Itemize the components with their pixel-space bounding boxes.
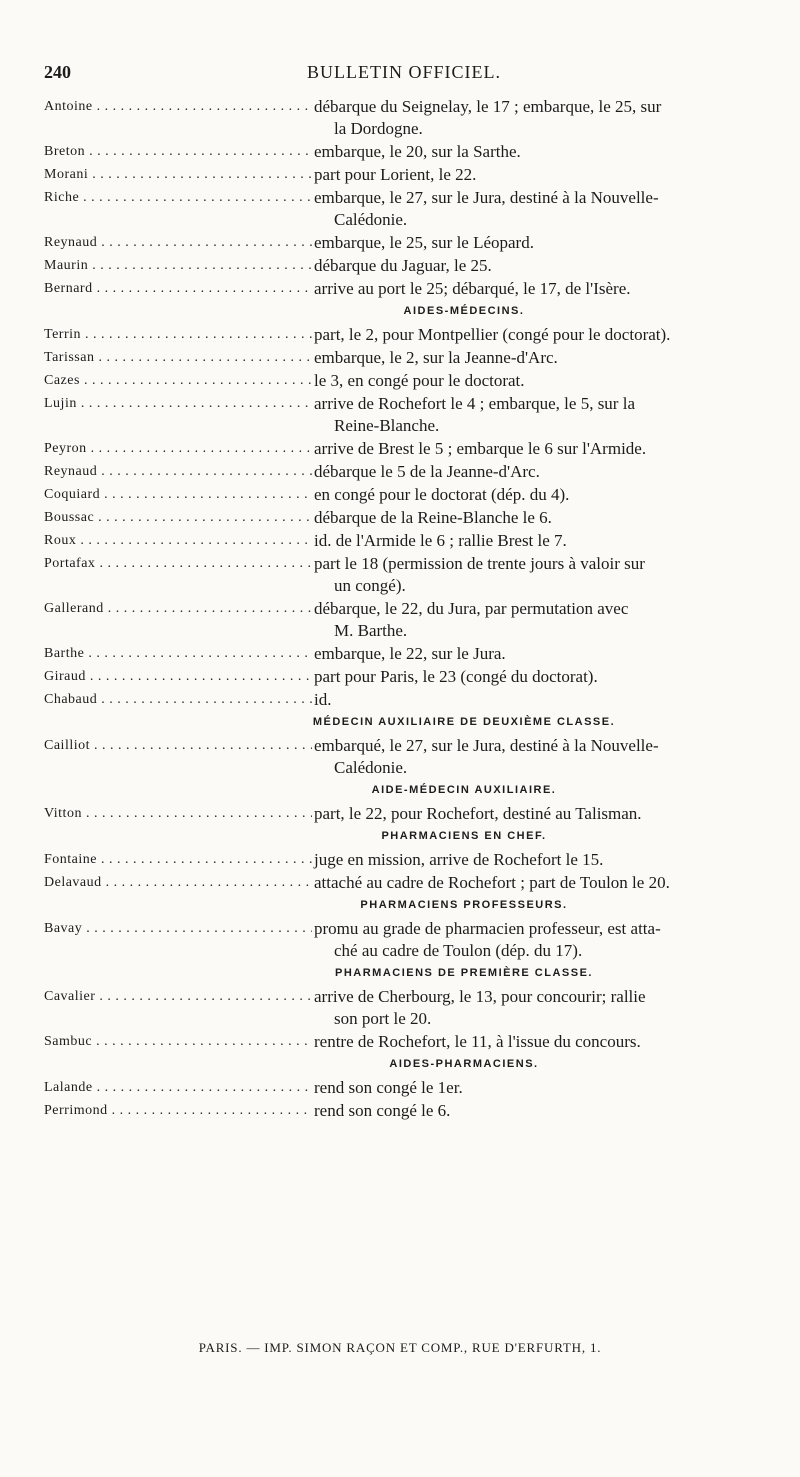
entry-description-line: en congé pour le doctorat (dép. du 4). xyxy=(314,485,570,504)
entry-name xyxy=(44,1100,312,1122)
entry-description-line: embarque, le 22, sur le Jura. xyxy=(314,644,506,663)
entry-name xyxy=(44,461,312,483)
entry-description-continuation: M. Barthe. xyxy=(334,621,408,640)
entry-description-line: arrive de Brest le 5 ; embarque le 6 sur l'Armide. xyxy=(314,439,647,458)
entry-description-line: rend son congé le 6. xyxy=(314,1101,451,1120)
entry-row xyxy=(44,530,764,552)
entry-description-line: embarque, le 2, sur la Jeanne-d'Arc. xyxy=(314,348,558,367)
running-title: BULLETIN OFFICIEL. xyxy=(307,62,501,82)
entry-description xyxy=(312,1100,764,1122)
entry-name-text: Riche xyxy=(44,190,80,205)
entry-row xyxy=(44,666,764,688)
entry-description xyxy=(312,735,764,779)
entry-name-text: Boussac xyxy=(44,510,95,525)
entry-description xyxy=(312,278,764,300)
entry-name-text: Delavaud xyxy=(44,875,102,890)
entry-row xyxy=(44,232,764,254)
entry-description-line: débarque du Seignelay, le 17 ; embarque, le 25, sur xyxy=(314,97,662,116)
entry-row xyxy=(44,96,764,140)
entry-description xyxy=(312,643,764,665)
entry-row xyxy=(44,324,764,346)
document-body xyxy=(44,96,764,1123)
page-header xyxy=(44,62,764,88)
entry-row xyxy=(44,141,764,163)
entry-description-line: débarque, le 22, du Jura, par permutation avec xyxy=(314,599,629,618)
entry-description-line: promu au grade de pharmacien professeur, est atta- xyxy=(314,919,661,938)
entry-name-text: Peyron xyxy=(44,441,87,456)
entry-name-text: Lujin xyxy=(44,396,77,411)
entry-description-line: arrive de Cherbourg, le 13, pour concourir; rallie xyxy=(314,987,646,1006)
entry-name xyxy=(44,918,312,962)
entry-row xyxy=(44,461,764,483)
entry-name-text: Barthe xyxy=(44,646,85,661)
entry-description xyxy=(312,598,764,642)
entry-name xyxy=(44,347,312,369)
entry-name xyxy=(44,141,312,163)
entry-name xyxy=(44,803,312,825)
entry-name-text: Maurin xyxy=(44,258,89,273)
entry-row xyxy=(44,918,764,962)
entry-name-text: Cailliot xyxy=(44,738,90,753)
entry-name-text: Vitton xyxy=(44,806,82,821)
entry-description-line: embarqué, le 27, sur le Jura, destiné à la Nouvelle- xyxy=(314,736,659,755)
entry-description-line: embarque, le 20, sur la Sarthe. xyxy=(314,142,521,161)
entry-description-continuation: Reine-Blanche. xyxy=(334,416,440,435)
entry-name-text: Roux xyxy=(44,533,77,548)
entry-name xyxy=(44,484,312,506)
entry-name-text: Morani xyxy=(44,167,89,182)
entry-row xyxy=(44,164,764,186)
entry-name xyxy=(44,507,312,529)
entry-name-text: Antoine xyxy=(44,99,93,114)
entry-name xyxy=(44,1077,312,1099)
entry-description-continuation: un congé). xyxy=(334,576,406,595)
entry-name xyxy=(44,643,312,665)
entry-description xyxy=(312,507,764,529)
entry-row xyxy=(44,1031,764,1053)
entry-description xyxy=(312,461,764,483)
entry-name xyxy=(44,255,312,277)
entry-name xyxy=(44,986,312,1030)
entry-row xyxy=(44,393,764,437)
entry-name xyxy=(44,689,312,711)
entry-row xyxy=(44,1077,764,1099)
entry-row xyxy=(44,643,764,665)
entry-row xyxy=(44,986,764,1030)
entry-description xyxy=(312,96,764,140)
entry-description xyxy=(312,255,764,277)
entry-description-line: id. de l'Armide le 6 ; rallie Brest le 7. xyxy=(314,531,567,550)
entry-name xyxy=(44,232,312,254)
entry-description xyxy=(312,666,764,688)
entry-description xyxy=(312,438,764,460)
entry-row xyxy=(44,735,764,779)
entry-name xyxy=(44,187,312,231)
section-heading: AIDES-MÉDECINS. xyxy=(403,305,525,317)
entry-row xyxy=(44,872,764,894)
entry-row xyxy=(44,370,764,392)
entry-description-continuation: la Dordogne. xyxy=(334,119,423,138)
entry-description xyxy=(312,689,764,711)
entry-name-text: Perrimond xyxy=(44,1103,108,1118)
entry-description xyxy=(312,324,764,346)
entry-name-text: Sambuc xyxy=(44,1034,93,1049)
entry-name xyxy=(44,370,312,392)
entry-description xyxy=(312,986,764,1030)
entry-row xyxy=(44,187,764,231)
entry-row xyxy=(44,689,764,711)
section-heading: AIDE-MÉDECIN AUXILIAIRE. xyxy=(371,784,557,796)
entry-description xyxy=(312,484,764,506)
page-number: 240 xyxy=(44,62,71,82)
entry-name xyxy=(44,393,312,437)
entry-description-line: débarque le 5 de la Jeanne-d'Arc. xyxy=(314,462,540,481)
entry-name-text: Lalande xyxy=(44,1080,93,1095)
entry-description xyxy=(312,232,764,254)
entry-description-line: juge en mission, arrive de Rochefort le 15. xyxy=(314,850,604,869)
section-heading: AIDES-PHARMACIENS. xyxy=(389,1058,539,1070)
entry-name xyxy=(44,278,312,300)
entry-name xyxy=(44,735,312,779)
entry-name-text: Fontaine xyxy=(44,852,97,867)
printer-imprint: PARIS. — IMP. SIMON RAÇON ET COMP., RUE D'ERFURTH, 1. xyxy=(198,1340,602,1355)
entry-name xyxy=(44,324,312,346)
entry-name-text: Coquiard xyxy=(44,487,101,502)
entry-row xyxy=(44,278,764,300)
entry-name xyxy=(44,438,312,460)
entry-name xyxy=(44,96,312,140)
entry-description-line: part pour Lorient, le 22. xyxy=(314,165,477,184)
entry-description xyxy=(312,803,764,825)
entry-description-line: attaché au cadre de Rochefort ; part de Toulon le 20. xyxy=(314,873,670,892)
entry-row xyxy=(44,849,764,871)
entry-description-line: embarque, le 25, sur le Léopard. xyxy=(314,233,534,252)
entry-name xyxy=(44,872,312,894)
entry-name-text: Bernard xyxy=(44,281,93,296)
entry-description-line: arrive de Rochefort le 4 ; embarque, le 5, sur la xyxy=(314,394,635,413)
entry-name xyxy=(44,530,312,552)
entry-row xyxy=(44,507,764,529)
entry-description-line: part pour Paris, le 23 (congé du doctorat). xyxy=(314,667,598,686)
entry-description xyxy=(312,530,764,552)
entry-description xyxy=(312,918,764,962)
entry-description-continuation: Calédonie. xyxy=(334,210,408,229)
entry-name-text: Reynaud xyxy=(44,464,98,479)
entry-name xyxy=(44,164,312,186)
entry-description xyxy=(312,553,764,597)
entry-description-line: id. xyxy=(314,690,332,709)
entry-description xyxy=(312,187,764,231)
entry-row xyxy=(44,347,764,369)
entry-description-line: embarque, le 27, sur le Jura, destiné à la Nouvelle- xyxy=(314,188,659,207)
entry-description-line: part le 18 (permission de trente jours à valoir sur xyxy=(314,554,645,573)
entry-description-line: débarque du Jaguar, le 25. xyxy=(314,256,492,275)
entry-description xyxy=(312,347,764,369)
entry-name xyxy=(44,666,312,688)
entry-name-text: Cavalier xyxy=(44,989,96,1004)
entry-name-text: Reynaud xyxy=(44,235,98,250)
entry-name-text: Breton xyxy=(44,144,86,159)
entry-row xyxy=(44,1100,764,1122)
section-heading: PHARMACIENS DE PREMIÈRE CLASSE. xyxy=(335,967,593,979)
entry-description xyxy=(312,1031,764,1053)
entry-description-line: rend son congé le 1er. xyxy=(314,1078,463,1097)
entry-name xyxy=(44,598,312,642)
entry-name-text: Portafax xyxy=(44,556,96,571)
entry-row xyxy=(44,438,764,460)
entry-name xyxy=(44,553,312,597)
entry-description xyxy=(312,1077,764,1099)
entry-description xyxy=(312,393,764,437)
entry-name xyxy=(44,849,312,871)
entry-row xyxy=(44,803,764,825)
entry-description-line: arrive au port le 25; débarqué, le 17, de l'Isère. xyxy=(314,279,631,298)
entry-row xyxy=(44,553,764,597)
entry-row xyxy=(44,255,764,277)
entry-description xyxy=(312,849,764,871)
entry-description-continuation: son port le 20. xyxy=(334,1009,432,1028)
entry-name-text: Bavay xyxy=(44,921,83,936)
entry-name-text: Tarissan xyxy=(44,350,95,365)
entry-description-continuation: ché au cadre de Toulon (dép. du 17). xyxy=(334,941,583,960)
entry-name-text: Cazes xyxy=(44,373,80,388)
entry-description-line: rentre de Rochefort, le 11, à l'issue du concours. xyxy=(314,1032,641,1051)
entry-row xyxy=(44,484,764,506)
entry-description xyxy=(312,872,764,894)
entry-row xyxy=(44,598,764,642)
entry-description-line: part, le 22, pour Rochefort, destiné au Talisman. xyxy=(314,804,642,823)
section-heading: PHARMACIENS EN CHEF. xyxy=(381,830,547,842)
entry-description xyxy=(312,370,764,392)
entry-description-line: le 3, en congé pour le doctorat. xyxy=(314,371,525,390)
entry-description xyxy=(312,141,764,163)
entry-name-text: Giraud xyxy=(44,669,86,684)
entry-description-line: débarque de la Reine-Blanche le 6. xyxy=(314,508,552,527)
entry-description-continuation: Calédonie. xyxy=(334,758,408,777)
section-heading: MÉDECIN AUXILIAIRE DE DEUXIÈME CLASSE. xyxy=(312,716,616,728)
entry-description xyxy=(312,164,764,186)
entry-description-line: part, le 2, pour Montpellier (congé pour le doctorat). xyxy=(314,325,671,344)
entry-name-text: Chabaud xyxy=(44,692,98,707)
section-heading: PHARMACIENS PROFESSEURS. xyxy=(360,899,568,911)
entry-name-text: Gallerand xyxy=(44,601,104,616)
entry-name-text: Terrin xyxy=(44,327,82,342)
entry-name xyxy=(44,1031,312,1053)
